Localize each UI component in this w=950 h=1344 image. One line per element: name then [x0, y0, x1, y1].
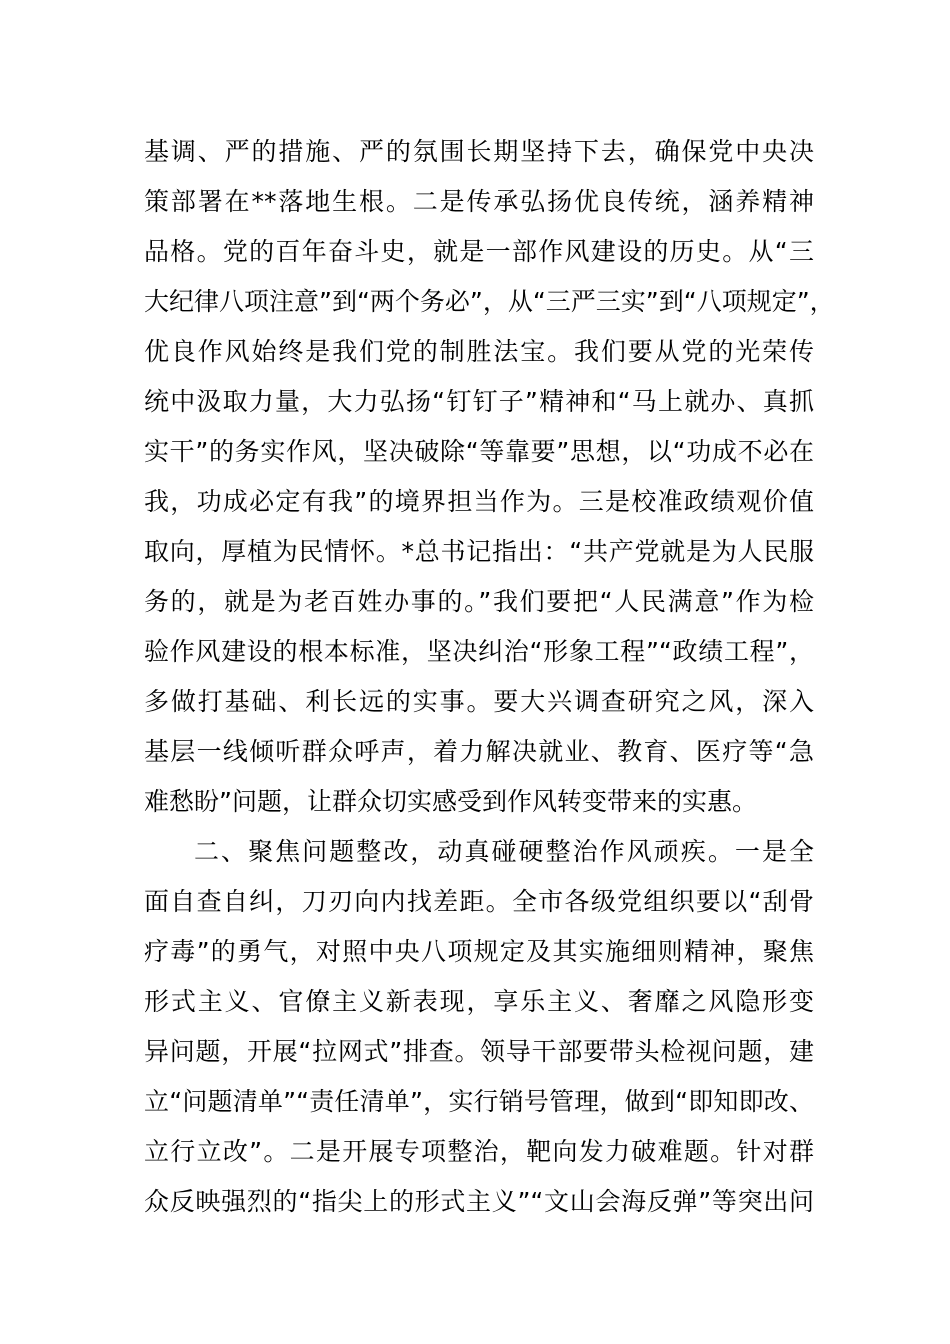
text-line: 取向，厚植为民情怀。*总书记指出：“共产党就是为人民服 — [144, 537, 814, 566]
text-line: 优良作风始终是我们党的制胜法宝。我们要从党的光荣传 — [144, 337, 814, 366]
text-line: 品格。党的百年奋斗史，就是一部作风建设的历史。从“三 — [144, 237, 814, 266]
text-line: 大纪律八项注意”到“两个务必”，从“三严三实”到“八项规定”， — [144, 287, 835, 316]
text-line: 形式主义、官僚主义新表现，享乐主义、奢靡之风隐形变 — [144, 987, 814, 1016]
text-line: 异问题，开展“拉网式”排查。领导干部要带头检视问题，建 — [144, 1037, 814, 1066]
paragraph-2 — [144, 827, 814, 1227]
text-line: 基调、严的措施、严的氛围长期坚持下去，确保党中央决 — [144, 137, 814, 166]
text-line: 务的，就是为老百姓办事的。”我们要把“人民满意”作为检 — [144, 587, 814, 616]
text-line: 二、聚焦问题整改，动真碰硬整治作风顽疾。一是全 — [194, 837, 814, 866]
text-line: 验作风建设的根本标准，坚决纠治“形象工程”“政绩工程”， — [144, 637, 814, 666]
text-line: 立“问题清单”“责任清单”，实行销号管理，做到“即知即改、 — [144, 1087, 814, 1116]
text-line: 统中汲取力量，大力弘扬“钉钉子”精神和“马上就办、真抓 — [144, 387, 814, 416]
paragraph-1 — [144, 127, 835, 827]
text-line: 难愁盼”问题，让群众切实感受到作风转变带来的实惠。 — [144, 787, 757, 816]
document-body — [144, 127, 835, 1227]
text-line: 实干”的务实作风，坚决破除“等靠要”思想，以“功成不必在 — [144, 437, 814, 466]
text-line: 立行立改”。二是开展专项整治，靶向发力破难题。针对群 — [144, 1137, 814, 1166]
text-line: 疗毒”的勇气，对照中央八项规定及其实施细则精神，聚焦 — [144, 937, 814, 966]
text-line: 面自查自纠，刀刃向内找差距。全市各级党组织要以“刮骨 — [144, 887, 814, 916]
text-line: 众反映强烈的“指尖上的形式主义”“文山会海反弹”等突出问 — [144, 1187, 814, 1216]
text-line: 策部署在**落地生根。二是传承弘扬优良传统，涵养精神 — [144, 187, 814, 216]
text-line: 多做打基础、利长远的实事。要大兴调查研究之风，深入 — [144, 687, 814, 716]
text-line: 基层一线倾听群众呼声，着力解决就业、教育、医疗等“急 — [144, 737, 814, 766]
text-line: 我，功成必定有我”的境界担当作为。三是校准政绩观价值 — [144, 487, 814, 516]
